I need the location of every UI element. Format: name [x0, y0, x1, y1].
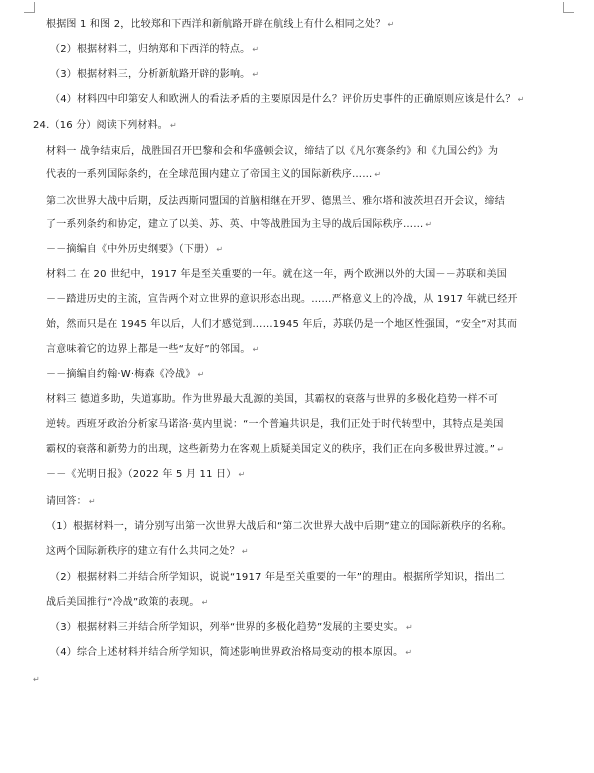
page-corner-mark-right [563, 2, 574, 13]
text-line: （2）根据材料二并结合所学知识，说说“1917 年是至关重要的一年”的理由。根据所学知识，指出二 [50, 572, 505, 583]
text-line: 第二次世界大战中后期，反法西斯同盟国的首脑相继在开罗、德黑兰、雅尔塔和波茨坦召开会议，缔结 [46, 196, 505, 207]
text-line: 始，然而只是在 1945 年以后，人们才感觉到……1945 年后，苏联仍是一个地区性强国，“安全”对其而 [46, 319, 518, 330]
text-line: （2）根据材料二，归纳郑和下西洋的特点。 ↵ [50, 44, 260, 55]
text-line: 材料三 德道多助，失道寡助。作为世界最大乱源的美国，其霸权的衰落与世界的多极化趋势一样不可 [46, 394, 499, 405]
text-line: （3）根据材料三并结合所学知识，列举“世界的多极化趋势”发展的主要史实。 ↵ [50, 622, 413, 633]
text-line: 材料二 在 20 世纪中，1917 年是至关重要的一年。就在这一年，两个欧洲以外的大国－－苏联和美国 [46, 269, 507, 280]
page-corner-mark-left [24, 2, 35, 13]
text-line: 逆转。西班牙政治分析家马诺洛·莫内里说：“一个普遍共识是，我们正处于时代转型中，其特点是美国 [46, 419, 504, 430]
text-line: 根据图 1 和图 2，比较郑和下西洋和新航路开辟在航线上有什么相同之处？ ↵ [46, 19, 395, 30]
text-line: －－踏进历史的主流，宣告两个对立世界的意识形态出现。……严格意义上的冷战，从 1917 年就已经开 [46, 294, 518, 305]
text-line: （4）综合上述材料并结合所学知识，简述影响世界政治格局变动的根本原因。 ↵ [50, 647, 413, 658]
text-line: 请回答： ↵ [46, 496, 96, 507]
source-citation: －－《光明日报》（2022 年 5 月 11 日） ↵ [46, 469, 246, 480]
text-line: （4）材料四中印第安人和欧洲人的看法矛盾的主要原因是什么？评价历史事件的正确原则应该是什么？ ↵ [50, 94, 525, 105]
text-line: 言意味着它的边界上都是一些“友好”的邻国。 ↵ [46, 344, 260, 355]
text-line: 材料一 战争结束后，战胜国召开巴黎和会和华盛顿会议，缔结了以《凡尔赛条约》和《九国公约》为 [46, 146, 499, 157]
text-line: 这两个国际新秩序的建立有什么共同之处？ ↵ [46, 546, 249, 557]
text-line: 战后美国推行“冷战”政策的表现。 ↵ [46, 597, 209, 608]
question-heading: 24.（16 分）阅读下列材料。 ↵ [33, 120, 177, 131]
text-line: （1）根据材料一，请分别写出第一次世界大战后和“第二次世界大战中后期”建立的国际新秩序的名称。 [46, 521, 513, 532]
text-line: 霸权的衰落和新势力的出现，这些新势力在客观上质疑美国定义的秩序，我们正在向多极世界过渡。” ↵ [46, 444, 505, 455]
paragraph-mark: ↵ [33, 675, 40, 684]
source-citation: －－摘编自《中外历史纲要》（下册） ↵ [46, 244, 224, 255]
source-citation: －－摘编自约翰·W·梅森《冷战》 ↵ [46, 369, 205, 380]
text-line: 了一系列条约和协定，建立了以美、苏、英、中等战胜国为主导的战后国际秩序…… ↵ [46, 219, 433, 230]
text-line: （3）根据材料三，分析新航路开辟的影响。 ↵ [50, 69, 260, 80]
text-line: 代表的一系列国际条约，在全球范围内建立了帝国主义的国际新秩序…… ↵ [46, 169, 382, 180]
